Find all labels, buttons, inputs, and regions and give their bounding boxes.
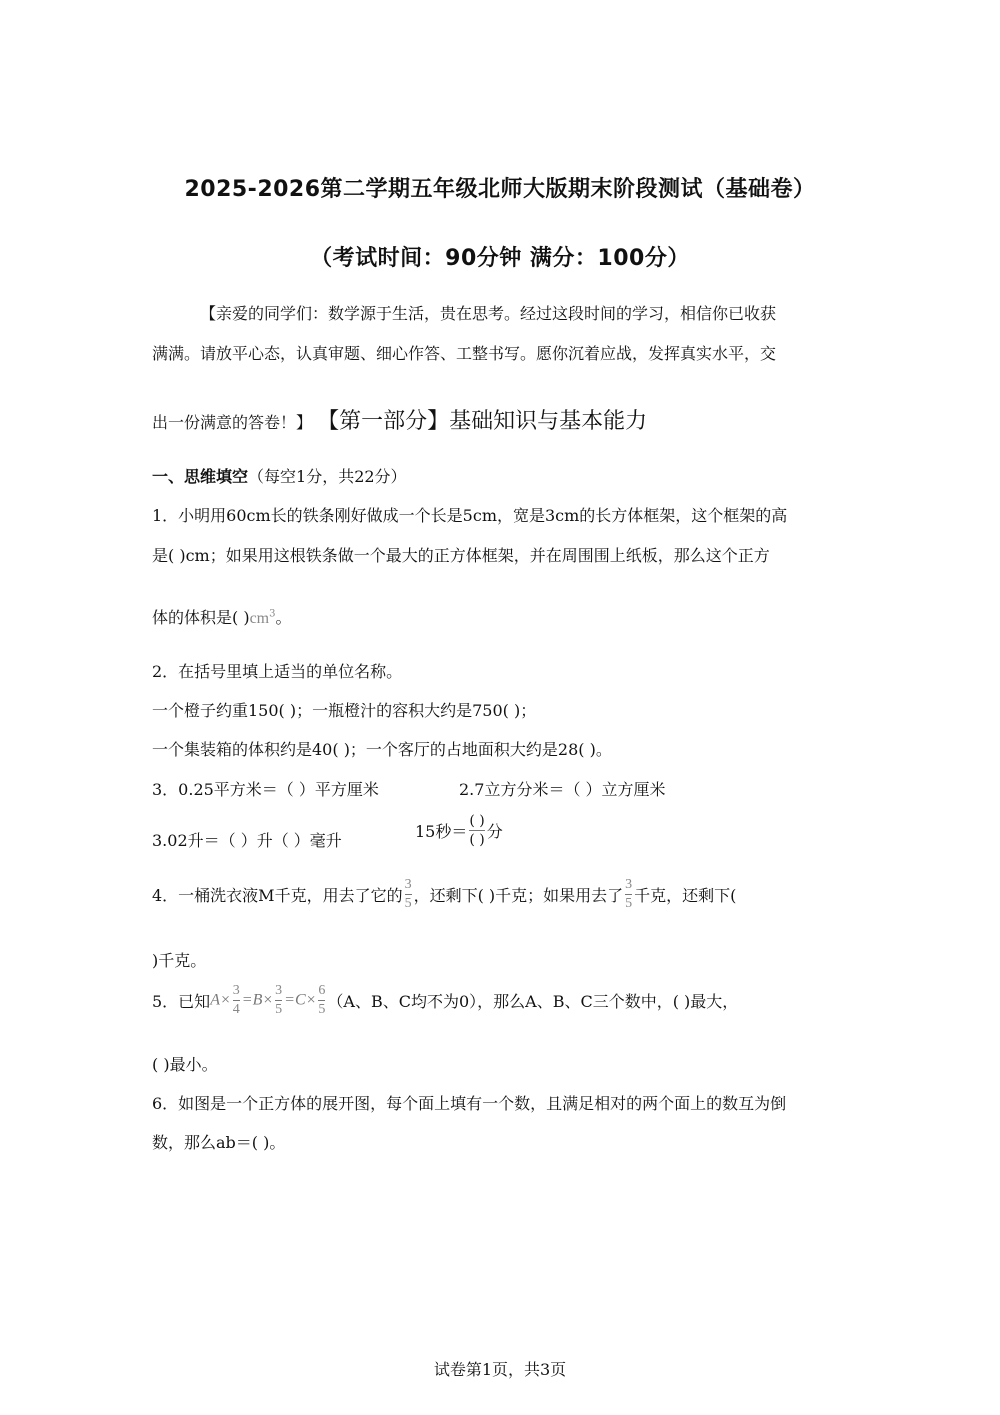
q5-var-c: =C× xyxy=(284,991,317,1009)
q3-line-2a: 3.02升＝（ ）升（ ）毫升 xyxy=(152,831,342,850)
q4-frac2-num: 3 xyxy=(625,877,633,892)
intro-line-3: 出一份满意的答卷！】 xyxy=(152,413,313,432)
q3-line-2b-row xyxy=(415,814,503,847)
q5-part-2: （A、B、C均不为0），那么A、B、C三个数中，( )最大， xyxy=(327,992,739,1011)
q5-fraction-2 xyxy=(275,984,282,1017)
section-1-note: （每空1分，共22分） xyxy=(248,467,407,486)
fraction-bar xyxy=(275,1000,282,1001)
q3-frac-den: ( ) xyxy=(469,832,485,848)
intro-line-1: 【亲爱的同学们：数学源于生活，贵在思考。经过这段时间的学习，相信你已收获 xyxy=(200,304,777,323)
intro-line-2: 满满。请放平心态，认真审题、细心作答、工整书写。愿你沉着应战，发挥真实水平，交 xyxy=(152,344,777,363)
q1-line-2: 是( )cm；如果用这根铁条做一个最大的正方体框架，并在周围围上纸板，那么这个正方 xyxy=(152,546,770,565)
q5-var-b: =B× xyxy=(241,991,274,1009)
q5-line-1 xyxy=(152,984,738,1017)
q5-part-1: 5．已知 xyxy=(152,992,211,1011)
q4-fraction-2 xyxy=(625,878,632,911)
fraction-bar xyxy=(233,1000,240,1001)
q1-line-3 xyxy=(152,605,292,628)
q5-f2-den: 5 xyxy=(275,1002,283,1017)
q1-unit-exponent: 3 xyxy=(269,608,276,620)
q1-line-3-end: 。 xyxy=(275,608,292,627)
q2-line-2: 一个橙子约重150( )；一瓶橙汁的容积大约是750( )； xyxy=(152,701,537,720)
q5-f3-num: 6 xyxy=(318,983,326,998)
section-1-heading: 一、思维填空 xyxy=(152,467,249,486)
q2-line-3: 一个集装箱的体积约是40( )；一个客厅的占地面积大约是28( )。 xyxy=(152,740,612,759)
q5-line-2: ( )最小。 xyxy=(152,1055,218,1074)
q6-line-1: 6．如图是一个正方体的展开图，每个面上填有一个数，且满足相对的两个面上的数互为倒 xyxy=(152,1094,787,1113)
q2-line-1: 2．在括号里填上适当的单位名称。 xyxy=(152,662,403,681)
q4-frac1-den: 5 xyxy=(404,896,412,911)
fraction-bar xyxy=(318,1000,325,1001)
q1-line-1: 1．小明用60cm长的铁条刚好做成一个长是5cm，宽是3cm的长方体框架，这个框架的高 xyxy=(152,506,788,525)
q1-unit: cm xyxy=(249,610,270,627)
q4-part-2: ，还剩下( )千克；如果用去了 xyxy=(413,886,624,905)
q5-var-a: A× xyxy=(210,991,231,1009)
q4-part-1: 4．一桶洗衣液M千克，用去了它的 xyxy=(152,886,403,905)
q3-line-2b: 15秒＝ xyxy=(415,822,468,841)
q5-fraction-1 xyxy=(233,984,240,1017)
q1-line-3-text: 体的体积是( ) xyxy=(152,608,250,627)
q3-fraction xyxy=(469,814,484,847)
q5-fraction-3 xyxy=(318,984,325,1017)
q3-frac-num: ( ) xyxy=(469,813,485,829)
exam-subtitle: （考试时间：90分钟 满分：100分） xyxy=(310,246,690,271)
page-footer: 试卷第1页，共3页 xyxy=(433,1360,567,1379)
q4-fraction-1 xyxy=(405,878,412,911)
q4-frac1-num: 3 xyxy=(404,877,412,892)
q6-line-2: 数，那么ab＝( )。 xyxy=(152,1133,286,1152)
q5-f3-den: 5 xyxy=(318,1002,326,1017)
q5-f2-num: 3 xyxy=(275,983,283,998)
q4-part-3: 千克，还剩下( xyxy=(634,886,737,905)
q3-line-2c: 分 xyxy=(486,822,503,841)
fraction-bar xyxy=(469,830,484,831)
fraction-bar xyxy=(625,894,632,895)
q3-line-1a: 3．0.25平方米＝（ ）平方厘米 xyxy=(152,780,379,799)
q4-frac2-den: 5 xyxy=(625,896,633,911)
part-heading: 【第一部分】基础知识与基本能力 xyxy=(317,409,648,434)
exam-title: 2025-2026第二学期五年级北师大版期末阶段测试（基础卷） xyxy=(184,177,816,202)
q5-f1-num: 3 xyxy=(232,983,240,998)
q4-line-1 xyxy=(152,878,736,911)
fraction-bar xyxy=(405,894,412,895)
q4-line-2: )千克。 xyxy=(152,951,207,970)
intro-line-3-row xyxy=(152,404,647,434)
q5-f1-den: 4 xyxy=(232,1002,240,1017)
section-1-header xyxy=(152,464,407,487)
q3-line-1b: 2.7立方分米＝（ ）立方厘米 xyxy=(459,780,666,799)
